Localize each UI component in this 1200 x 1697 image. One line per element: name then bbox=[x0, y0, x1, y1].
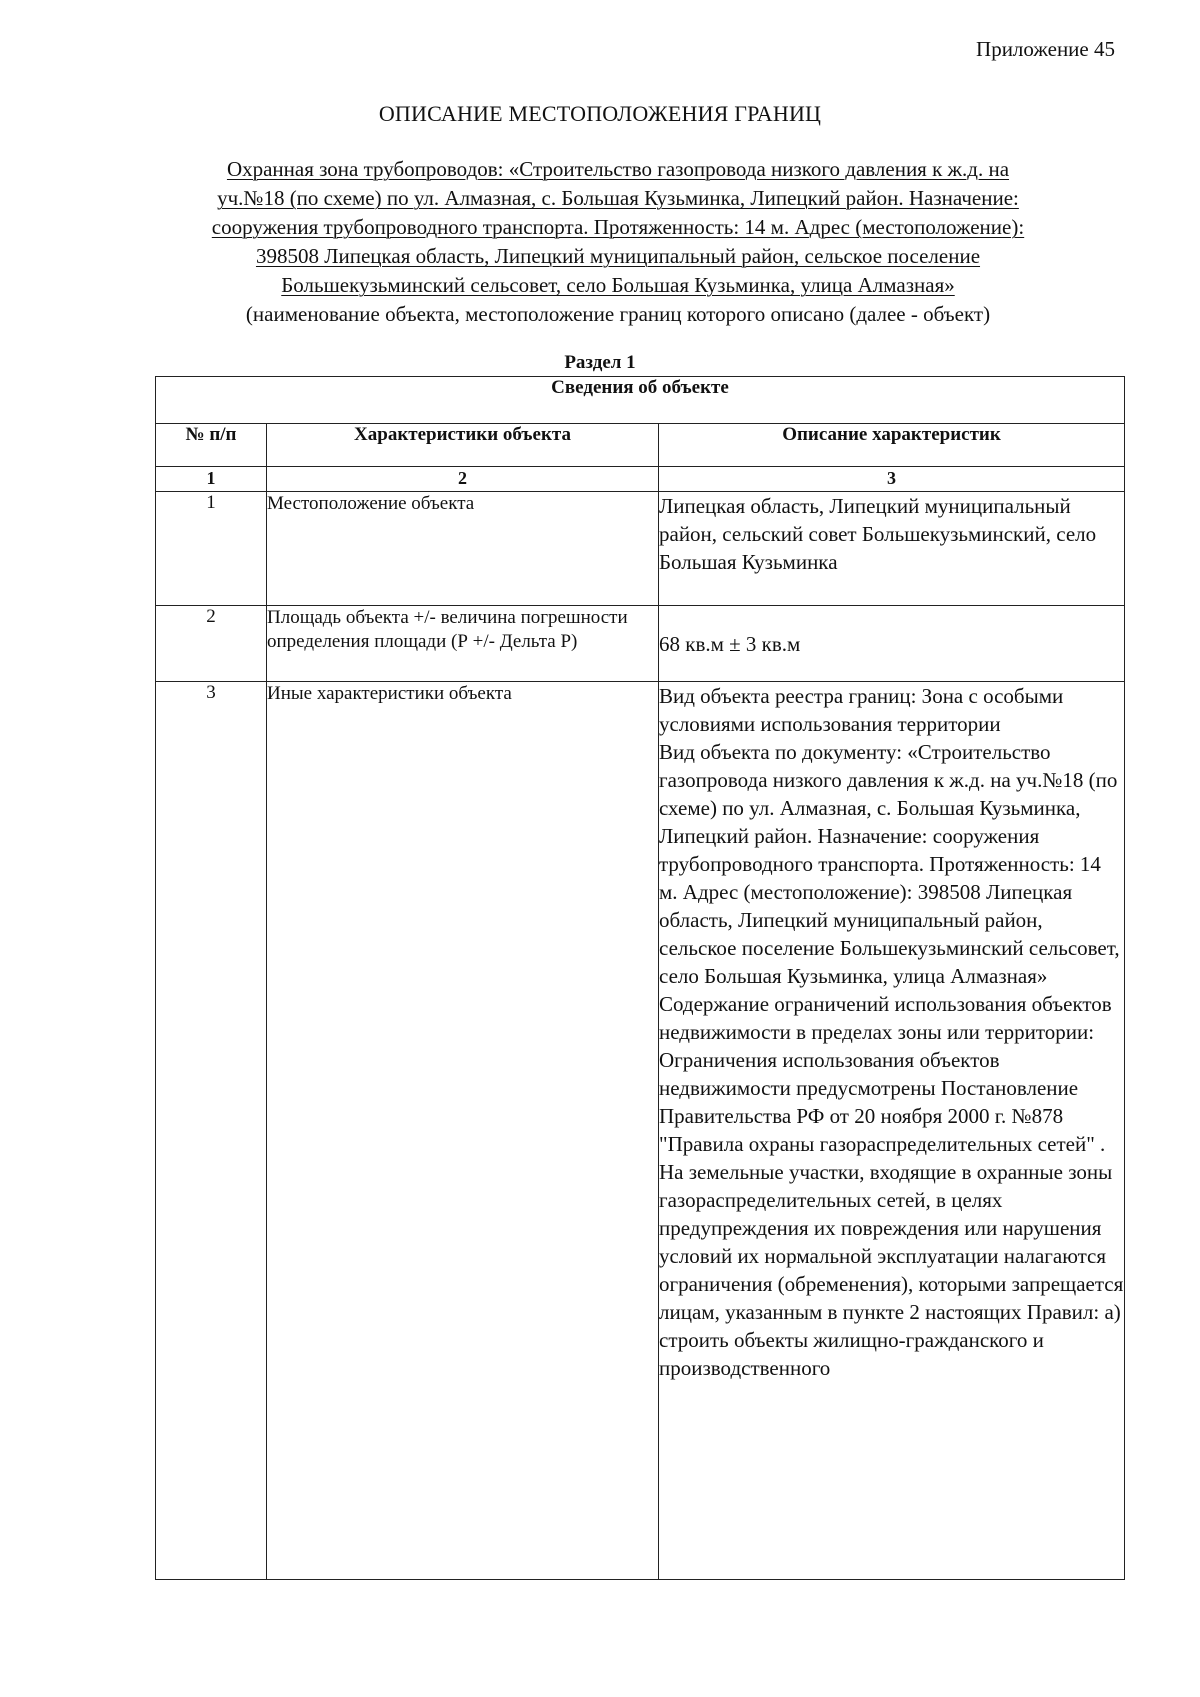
object-name-line: Большекузьминский сельсовет, село Большая Кузьминка, улица Алмазная» bbox=[281, 273, 955, 297]
column-header-number: № п/п bbox=[156, 424, 267, 467]
object-name-line: сооружения трубопроводного транспорта. Протяженность: 14 м. Адрес (местоположение): bbox=[211, 215, 1025, 239]
row-number: 2 bbox=[156, 606, 267, 682]
document-title: ОПИСАНИЕ МЕСТОПОЛОЖЕНИЯ ГРАНИЦ bbox=[378, 101, 822, 126]
row-characteristic: Местоположение объекта bbox=[267, 492, 659, 606]
object-info-table bbox=[155, 376, 1125, 1580]
row-characteristic: Площадь объекта +/- величина погрешности определения площади (Р +/- Дельта Р) bbox=[267, 606, 659, 682]
row-description: Вид объекта реестра границ: Зона с особыми условиями использования территории Вид объекта по документу: «Строительство газопровода низкого давления к ж.д. на уч.№18 (по схеме) по ул. Алмазная, с. Большая Кузьминка, Липецкий район. Назначение: сооружения трубопроводного транспорта. Протяженность: 14 м. Адрес (местоположение): 398508 Липецкая область, Липецкий муниципальный район, сельское поселение Большекузьминский сельсовет, село Большая Кузьминка, улица Алмазная» Содержание ограничений использования объектов недвижимости в пределах зоны или территории: Ограничения использования объектов недвижимости предусмотрены Постановление Правительства РФ от 20 ноября 2000 г. №878 "Правила охраны газораспределительных сетей" . На земельные участки, входящие в охранные зоны газораспределительных сетей, в целях предупреждения их повреждения или нарушения условий их нормальной эксплуатации налагаются ограничения (обременения), которыми запрещается лицам, указанным в пункте 2 настоящих Правил: а) строить объекты жилищно-гражданского и производственного bbox=[659, 682, 1125, 1580]
object-name-line: уч.№18 (по схеме) по ул. Алмазная, с. Большая Кузьминка, Липецкий район. Назначение: bbox=[217, 186, 1019, 210]
table-row bbox=[156, 606, 1125, 682]
row-description: 68 кв.м ± 3 кв.м bbox=[659, 606, 1125, 682]
object-name-caption: (наименование объекта, местоположение границ которого описано (далее - объект) bbox=[245, 302, 991, 326]
row-number: 1 bbox=[156, 492, 267, 606]
row-characteristic: Иные характеристики объекта bbox=[267, 682, 659, 1580]
section-title: Раздел 1 bbox=[564, 352, 636, 373]
row-description: Липецкая область, Липецкий муниципальный район, сельский совет Большекузьминский, село Большая Кузьминка bbox=[659, 492, 1125, 606]
object-name-line: 398508 Липецкая область, Липецкий муниципальный район, сельское поселение bbox=[255, 244, 981, 268]
column-number: 3 bbox=[659, 467, 1125, 492]
column-header-characteristic: Характеристики объекта bbox=[267, 424, 659, 467]
table-row bbox=[156, 682, 1125, 1580]
column-number: 1 bbox=[156, 467, 267, 492]
table-row bbox=[156, 492, 1125, 606]
row-number: 3 bbox=[156, 682, 267, 1580]
object-name-block bbox=[150, 155, 1086, 329]
object-name-line: Охранная зона трубопроводов: «Строительство газопровода низкого давления к ж.д. на bbox=[226, 157, 1010, 181]
column-header-description: Описание характеристик bbox=[659, 424, 1125, 467]
table-caption: Сведения об объекте bbox=[156, 377, 1125, 424]
column-number: 2 bbox=[267, 467, 659, 492]
appendix-label: Приложение 45 bbox=[976, 37, 1115, 61]
